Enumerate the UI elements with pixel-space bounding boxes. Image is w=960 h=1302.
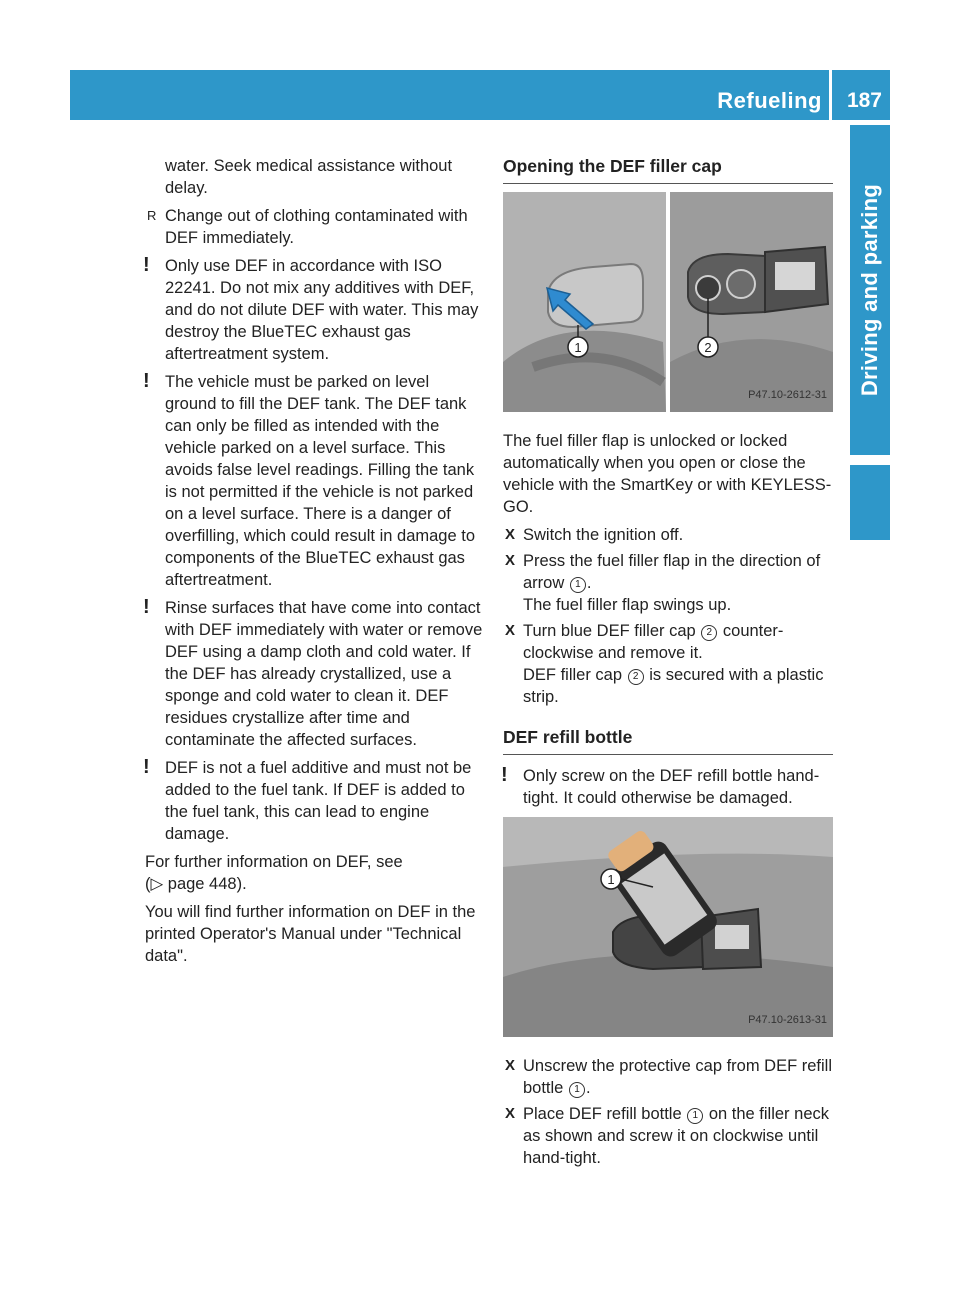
paragraph: water. Seek medical assistance without delay. [165,157,453,197]
heading-def-refill-bottle: DEF refill bottle [503,726,833,755]
warning-icon: ! [143,370,150,392]
figure-code: P47.10-2612-31 [748,389,827,401]
step-marker: X [505,552,516,569]
callout-ref: 2 [701,625,717,641]
instruction-step [503,1103,833,1169]
step-marker: X [505,622,516,639]
step-text-end: . [585,1079,591,1097]
callout-ref: 1 [687,1108,703,1124]
paragraph [145,851,485,895]
header-separator [829,70,832,120]
callout-ref: 1 [569,1082,585,1098]
step-text: Unscrew the protective cap from DEF refill bottle [523,1057,833,1097]
step-result-text: DEF filler cap [523,666,623,684]
warning-icon: ! [143,596,150,618]
warning-note [145,757,485,845]
warning-text: Only use DEF in accordance with ISO 22241. Do not mix any additives with DEF, and do not dilute DEF with water. This may destroy the BlueTEC exhaust gas aftertreatment system. [165,257,479,363]
warning-text: Rinse surfaces that have come into contact with DEF immediately with water or remove DEF using a damp cloth and cold water. If the DEF has already crystallized, use a sponge and cold water to clean it. DEF residues crystallize after time and contaminate the affected surfaces. [165,599,483,749]
step-marker: X [505,526,516,543]
warning-icon: ! [143,254,150,276]
figure-code: P47.10-2613-31 [748,1014,827,1026]
def-refill-bottle-illustration [503,817,833,1037]
instruction-step [503,1055,833,1099]
step-text-end: counter-clockwise and remove it. [523,622,784,662]
chapter-tab-marker [850,465,890,540]
warning-icon: ! [143,756,150,778]
instruction-step [503,550,833,594]
step-text: Press the fuel filler flap in the direction of arrow [523,552,821,592]
chapter-tab-label: Driving and parking [857,183,882,397]
header-bar [70,70,890,120]
warning-text: The vehicle must be parked on level ground to fill the DEF tank. The DEF tank can only be filled as intended with the vehicle parked on a level surface. This avoids false level readings. Filling the tank is not permitted if the vehicle is not parked on a level surface. There is a danger of overfilling, which could result in damage to components of the BlueTEC exhaust gas aftertreatment. [165,373,475,589]
bullet-item [145,205,485,249]
step-result [503,664,833,708]
page-reference-link[interactable]: (▷ page 448). [145,875,247,893]
instruction-step [503,524,833,546]
callout-ref: 1 [570,577,586,593]
step-marker: X [505,1057,516,1074]
warning-note [503,765,833,809]
callout-ref: 2 [628,669,644,685]
def-filler-cap-illustration [503,192,833,412]
warning-note [145,597,485,751]
warning-icon: ! [501,764,508,786]
step-result-text-end: is secured with a plastic strip. [523,666,824,706]
instruction-step [503,620,833,664]
warning-text: Only screw on the DEF refill bottle hand-tight. It could otherwise be damaged. [523,767,820,807]
figure-def-filler-cap [503,192,833,412]
callout-1: 1 [607,872,615,887]
bullet-marker: R [147,208,157,223]
warning-note [145,255,485,365]
step-text: Place DEF refill bottle [523,1105,682,1123]
heading-opening-def-cap: Opening the DEF filler cap [503,155,833,184]
paragraph: You will find further information on DEF in the printed Operator's Manual under "Technical data". [145,903,476,965]
section-title: Refueling [717,88,822,113]
callout-2: 2 [704,340,712,355]
callout-1: 1 [574,340,582,355]
figure-def-refill-bottle [503,817,833,1037]
warning-text: DEF is not a fuel additive and must not be added to the fuel tank. If DEF is added to the fuel tank, this can lead to engine damage. [165,759,472,843]
step-text: Turn blue DEF filler cap [523,622,696,640]
paragraph: The fuel filler flap is unlocked or locked automatically when you open or close the vehicle with the SmartKey or with KEYLESS-GO. [503,432,832,516]
page-number: 187 [846,89,882,112]
right-column [503,155,833,1173]
warning-note [145,371,485,591]
step-text: Switch the ignition off. [523,526,684,544]
left-column [145,155,485,973]
step-text-end: . [586,574,592,592]
bullet-text: Change out of clothing contaminated with DEF immediately. [165,207,468,247]
step-result: The fuel filler flap swings up. [523,596,732,614]
step-marker: X [505,1105,516,1122]
paragraph-text: For further information on DEF, see [145,853,403,871]
step-text-end: on the filler neck as shown and screw it on clockwise until hand-tight. [523,1105,829,1167]
